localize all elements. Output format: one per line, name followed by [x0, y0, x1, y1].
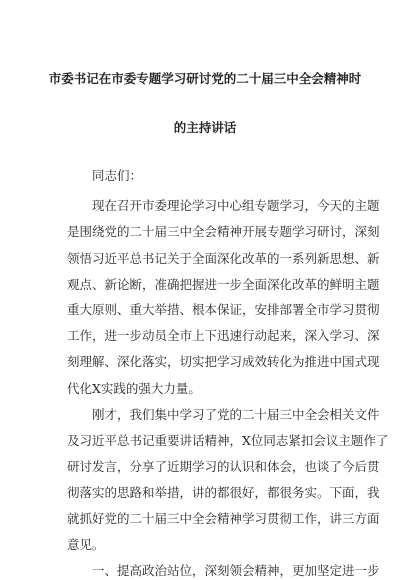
- paragraph-line: 刻理解、深化落实，切实把学习成效转化为推进中国式现: [67, 354, 380, 369]
- paragraph-line: 意见。: [67, 537, 105, 552]
- paragraph-line: 彻落实的思路和举措，讲的都很好，都很务实。下面，我: [67, 485, 380, 500]
- paragraph-line: 现在召开市委理论学习中心组专题学习，今天的主题: [92, 198, 380, 213]
- paragraph-line: 重大原则、重大举措、根本保证，安排部署全市学习贯彻: [67, 302, 380, 317]
- paragraph-line: 是围绕党的二十届三中全会精神开展专题学习研讨，深刻: [67, 224, 380, 239]
- paragraph-line: 研讨发言，分享了近期学习的认识和体会，也谈了今后贯: [67, 459, 380, 474]
- salutation: 同志们：: [92, 168, 143, 183]
- paragraph-line: 及习近平总书记重要讲话精神，X位同志紧扣会议主题作了: [67, 433, 389, 448]
- document-title-line-1: 市委书记在市委专题学习研讨党的二十届三中全会精神时: [48, 71, 362, 86]
- paragraph-line: 刚才，我们集中学习了党的二十届三中全会相关文件: [92, 407, 380, 422]
- paragraph-line: 就抓好党的二十届三中全会精神学习贯彻工作，讲三方面: [67, 511, 380, 526]
- section-heading-line: 一、提高政治站位，深刻领会精神，更加坚定进一步: [92, 563, 380, 578]
- document-title-line-2: 的主持讲话: [173, 120, 237, 135]
- paragraph-line: 观点、新论断，准确把握进一步全面深化改革的鲜明主题: [67, 277, 380, 292]
- paragraph-line: 工作，进一步动员全市上下迅速行动起来，深入学习、深: [67, 328, 380, 343]
- paragraph-line: 代化X实践的强大力量。: [67, 381, 201, 396]
- paragraph-line: 领悟习近平总书记关于全面深化改革的一系列新思想、新: [67, 251, 380, 266]
